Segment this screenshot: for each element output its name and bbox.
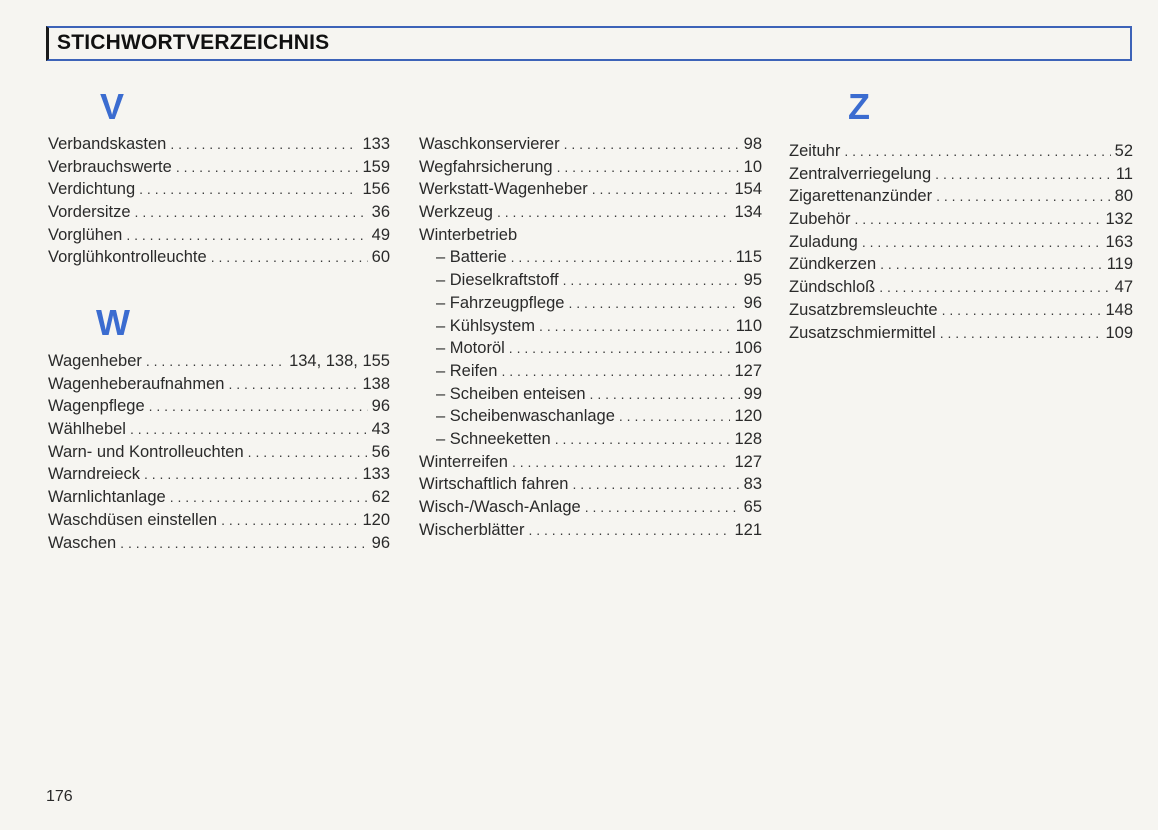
entry-page: 156 <box>362 180 390 199</box>
entry-term: Wirtschaftlich fahren <box>419 475 569 494</box>
index-entry <box>419 133 762 156</box>
entry-page: 159 <box>362 157 390 176</box>
entry-term: Zuladung <box>789 232 858 251</box>
index-entry <box>48 246 390 269</box>
leader-dots <box>512 451 731 474</box>
entry-term: Werkzeug <box>419 203 493 222</box>
entry-term: – Dieselkraftstoff <box>436 269 559 292</box>
index-entry <box>48 463 390 486</box>
leader-dots <box>619 405 731 428</box>
index-entry-group <box>419 224 762 247</box>
entry-term: Wegfahrsicherung <box>419 157 553 176</box>
index-entry <box>48 156 390 179</box>
index-subentry <box>419 383 762 406</box>
index-entry <box>789 163 1133 186</box>
index-entry <box>419 451 762 474</box>
entry-page: 120 <box>362 510 390 529</box>
index-entry <box>789 253 1133 276</box>
index-subentry <box>419 360 762 383</box>
leader-dots <box>563 269 740 292</box>
index-entry <box>48 133 390 156</box>
entry-term: – Scheiben enteisen <box>436 383 586 406</box>
index-subentry <box>419 428 762 451</box>
leader-dots <box>509 337 731 360</box>
entry-page: 11 <box>1115 164 1133 183</box>
index-subentry <box>419 315 762 338</box>
entry-page: 127 <box>734 452 762 471</box>
entry-term: – Fahrzeugpflege <box>436 292 564 315</box>
entry-term: Warndreieck <box>48 465 140 484</box>
index-column-v <box>48 133 390 269</box>
leader-dots <box>221 509 358 532</box>
leader-dots <box>528 519 730 542</box>
entry-page: 128 <box>734 429 762 448</box>
entry-page: 80 <box>1114 187 1133 206</box>
entry-page: 96 <box>371 397 390 416</box>
leader-dots <box>146 350 285 373</box>
entry-page: 110 <box>735 316 762 335</box>
index-entry <box>48 509 390 532</box>
index-subentry <box>419 337 762 360</box>
entry-page: 96 <box>371 533 390 552</box>
leader-dots <box>572 473 739 496</box>
leader-dots <box>144 463 358 486</box>
leader-dots <box>149 395 368 418</box>
leader-dots <box>120 532 367 555</box>
entry-term: Warn- und Kontrolleuchten <box>48 442 244 461</box>
leader-dots <box>854 208 1101 231</box>
leader-dots <box>497 201 730 224</box>
leader-dots <box>942 299 1102 322</box>
leader-dots <box>539 315 732 338</box>
leader-dots <box>568 292 739 315</box>
leader-dots <box>511 246 732 269</box>
entry-term: Vorglühen <box>48 225 123 244</box>
leader-dots <box>844 140 1110 163</box>
leader-dots <box>130 418 368 441</box>
leader-dots <box>564 133 740 156</box>
leader-dots <box>862 231 1102 254</box>
leader-dots <box>590 383 740 406</box>
leader-dots <box>170 486 368 509</box>
letter-heading-w: W <box>96 302 130 343</box>
entry-term: – Schneeketten <box>436 428 551 451</box>
entry-term: Werkstatt-Wagenheber <box>419 180 588 199</box>
entry-page: 120 <box>734 407 762 426</box>
entry-page: 109 <box>1105 323 1133 342</box>
index-entry <box>419 473 762 496</box>
leader-dots <box>585 496 740 519</box>
entry-term: – Scheibenwaschanlage <box>436 405 615 428</box>
index-entry <box>419 178 762 201</box>
entry-term: Verdichtung <box>48 180 136 199</box>
index-entry <box>419 201 762 224</box>
entry-term: Waschdüsen einstellen <box>48 510 218 529</box>
leader-dots <box>501 360 730 383</box>
leader-dots <box>940 322 1102 345</box>
index-entry <box>48 441 390 464</box>
entry-page: 49 <box>371 225 390 244</box>
entry-term: – Batterie <box>436 246 507 269</box>
index-entry <box>48 395 390 418</box>
leader-dots <box>126 224 367 247</box>
entry-page: 134 <box>734 203 762 222</box>
leader-dots <box>880 253 1103 276</box>
entry-term: Zusatzbremsleuchte <box>789 300 938 319</box>
index-entry <box>789 185 1133 208</box>
entry-term: Warnlichtanlage <box>48 488 166 507</box>
entry-page: 47 <box>1114 278 1133 297</box>
index-entry <box>48 486 390 509</box>
letter-heading-z: Z <box>848 86 870 127</box>
entry-page: 43 <box>371 420 390 439</box>
entry-term: Zusatzschmiermittel <box>789 323 936 342</box>
entry-term: Zentralverriegelung <box>789 164 932 183</box>
entry-page: 134, 138, 155 <box>289 352 390 370</box>
entry-page: 36 <box>371 203 390 222</box>
entry-term: Zündschloß <box>789 278 876 297</box>
leader-dots <box>176 156 359 179</box>
leader-dots <box>592 178 731 201</box>
page-title: STICHWORTVERZEICHNIS <box>57 31 330 54</box>
entry-page: 115 <box>735 248 762 267</box>
entry-page: 83 <box>743 475 762 494</box>
index-entry <box>48 350 390 373</box>
entry-page: 98 <box>743 135 762 153</box>
index-entry <box>789 322 1133 345</box>
leader-dots <box>228 373 358 396</box>
entry-term: Zündkerzen <box>789 255 877 274</box>
leader-dots <box>557 156 740 179</box>
entry-page: 62 <box>371 488 390 507</box>
entry-term: Wischerblätter <box>419 520 525 539</box>
letter-heading-v: V <box>100 86 125 127</box>
index-column-z <box>789 140 1133 344</box>
leader-dots <box>211 246 368 269</box>
index-entry <box>789 231 1133 254</box>
index-entry <box>48 224 390 247</box>
index-entry <box>789 140 1133 163</box>
index-entry <box>419 519 762 542</box>
entry-term: – Reifen <box>436 360 497 383</box>
entry-page: 56 <box>371 442 390 461</box>
entry-page: 132 <box>1105 210 1133 229</box>
entry-term: Wählhebel <box>48 420 126 439</box>
leader-dots <box>135 201 368 224</box>
leader-dots <box>248 441 368 464</box>
index-subentry <box>419 269 762 292</box>
index-entry <box>48 201 390 224</box>
entry-term: – Motoröl <box>436 337 505 360</box>
entry-term: Verbandskasten <box>48 135 167 153</box>
entry-page: 148 <box>1105 300 1133 319</box>
entry-page: 133 <box>362 465 390 484</box>
entry-term: Vordersitze <box>48 203 131 222</box>
entry-term: Wagenheberaufnahmen <box>48 374 225 393</box>
entry-page: 60 <box>371 248 390 267</box>
entry-page: 99 <box>743 384 762 403</box>
index-entry <box>48 373 390 396</box>
index-column-w <box>48 350 390 554</box>
index-entry <box>419 156 762 179</box>
entry-page: 138 <box>362 374 390 393</box>
entry-page: 52 <box>1114 142 1133 160</box>
leader-dots <box>936 185 1111 208</box>
leader-dots <box>170 133 358 156</box>
entry-page: 163 <box>1105 232 1133 251</box>
entry-page: 133 <box>362 135 390 153</box>
leader-dots <box>879 276 1110 299</box>
entry-page: 65 <box>743 498 762 516</box>
section-header <box>46 26 1132 61</box>
index-entry <box>789 208 1133 231</box>
index-subentry <box>419 405 762 428</box>
leader-dots <box>139 178 358 201</box>
index-entry <box>48 532 390 555</box>
entry-term: Wisch-/Wasch-Anlage <box>419 498 581 516</box>
index-subentry <box>419 292 762 315</box>
entry-page: 95 <box>743 271 762 290</box>
entry-page: 154 <box>734 180 762 199</box>
entry-page: 106 <box>734 339 762 358</box>
leader-dots <box>935 163 1112 186</box>
entry-page: 121 <box>734 520 762 539</box>
entry-page: 10 <box>743 157 762 176</box>
leader-dots <box>555 428 731 451</box>
entry-term: Waschen <box>48 533 117 552</box>
entry-term: – Kühlsystem <box>436 315 535 338</box>
entry-term: Winterbetrieb <box>419 225 518 244</box>
index-entry <box>789 299 1133 322</box>
entry-term: Wagenheber <box>48 352 142 370</box>
entry-page: 96 <box>743 293 762 312</box>
index-column-w-continued <box>419 133 762 541</box>
entry-term: Zubehör <box>789 210 851 229</box>
entry-page: 119 <box>1106 255 1133 274</box>
entry-term: Verbrauchswerte <box>48 157 172 176</box>
entry-term: Vorglühkontrolleuchte <box>48 248 207 267</box>
index-entry <box>789 276 1133 299</box>
index-entry <box>48 418 390 441</box>
entry-term: Waschkonservierer <box>419 135 560 153</box>
entry-page: 127 <box>734 361 762 380</box>
entry-term: Zeituhr <box>789 142 841 160</box>
entry-term: Wagenpflege <box>48 397 145 416</box>
entry-term: Zigarettenanzünder <box>789 187 933 206</box>
entry-term: Winterreifen <box>419 452 508 471</box>
index-entry <box>48 178 390 201</box>
page-number: 176 <box>46 788 73 805</box>
index-entry <box>419 496 762 519</box>
index-subentry <box>419 246 762 269</box>
